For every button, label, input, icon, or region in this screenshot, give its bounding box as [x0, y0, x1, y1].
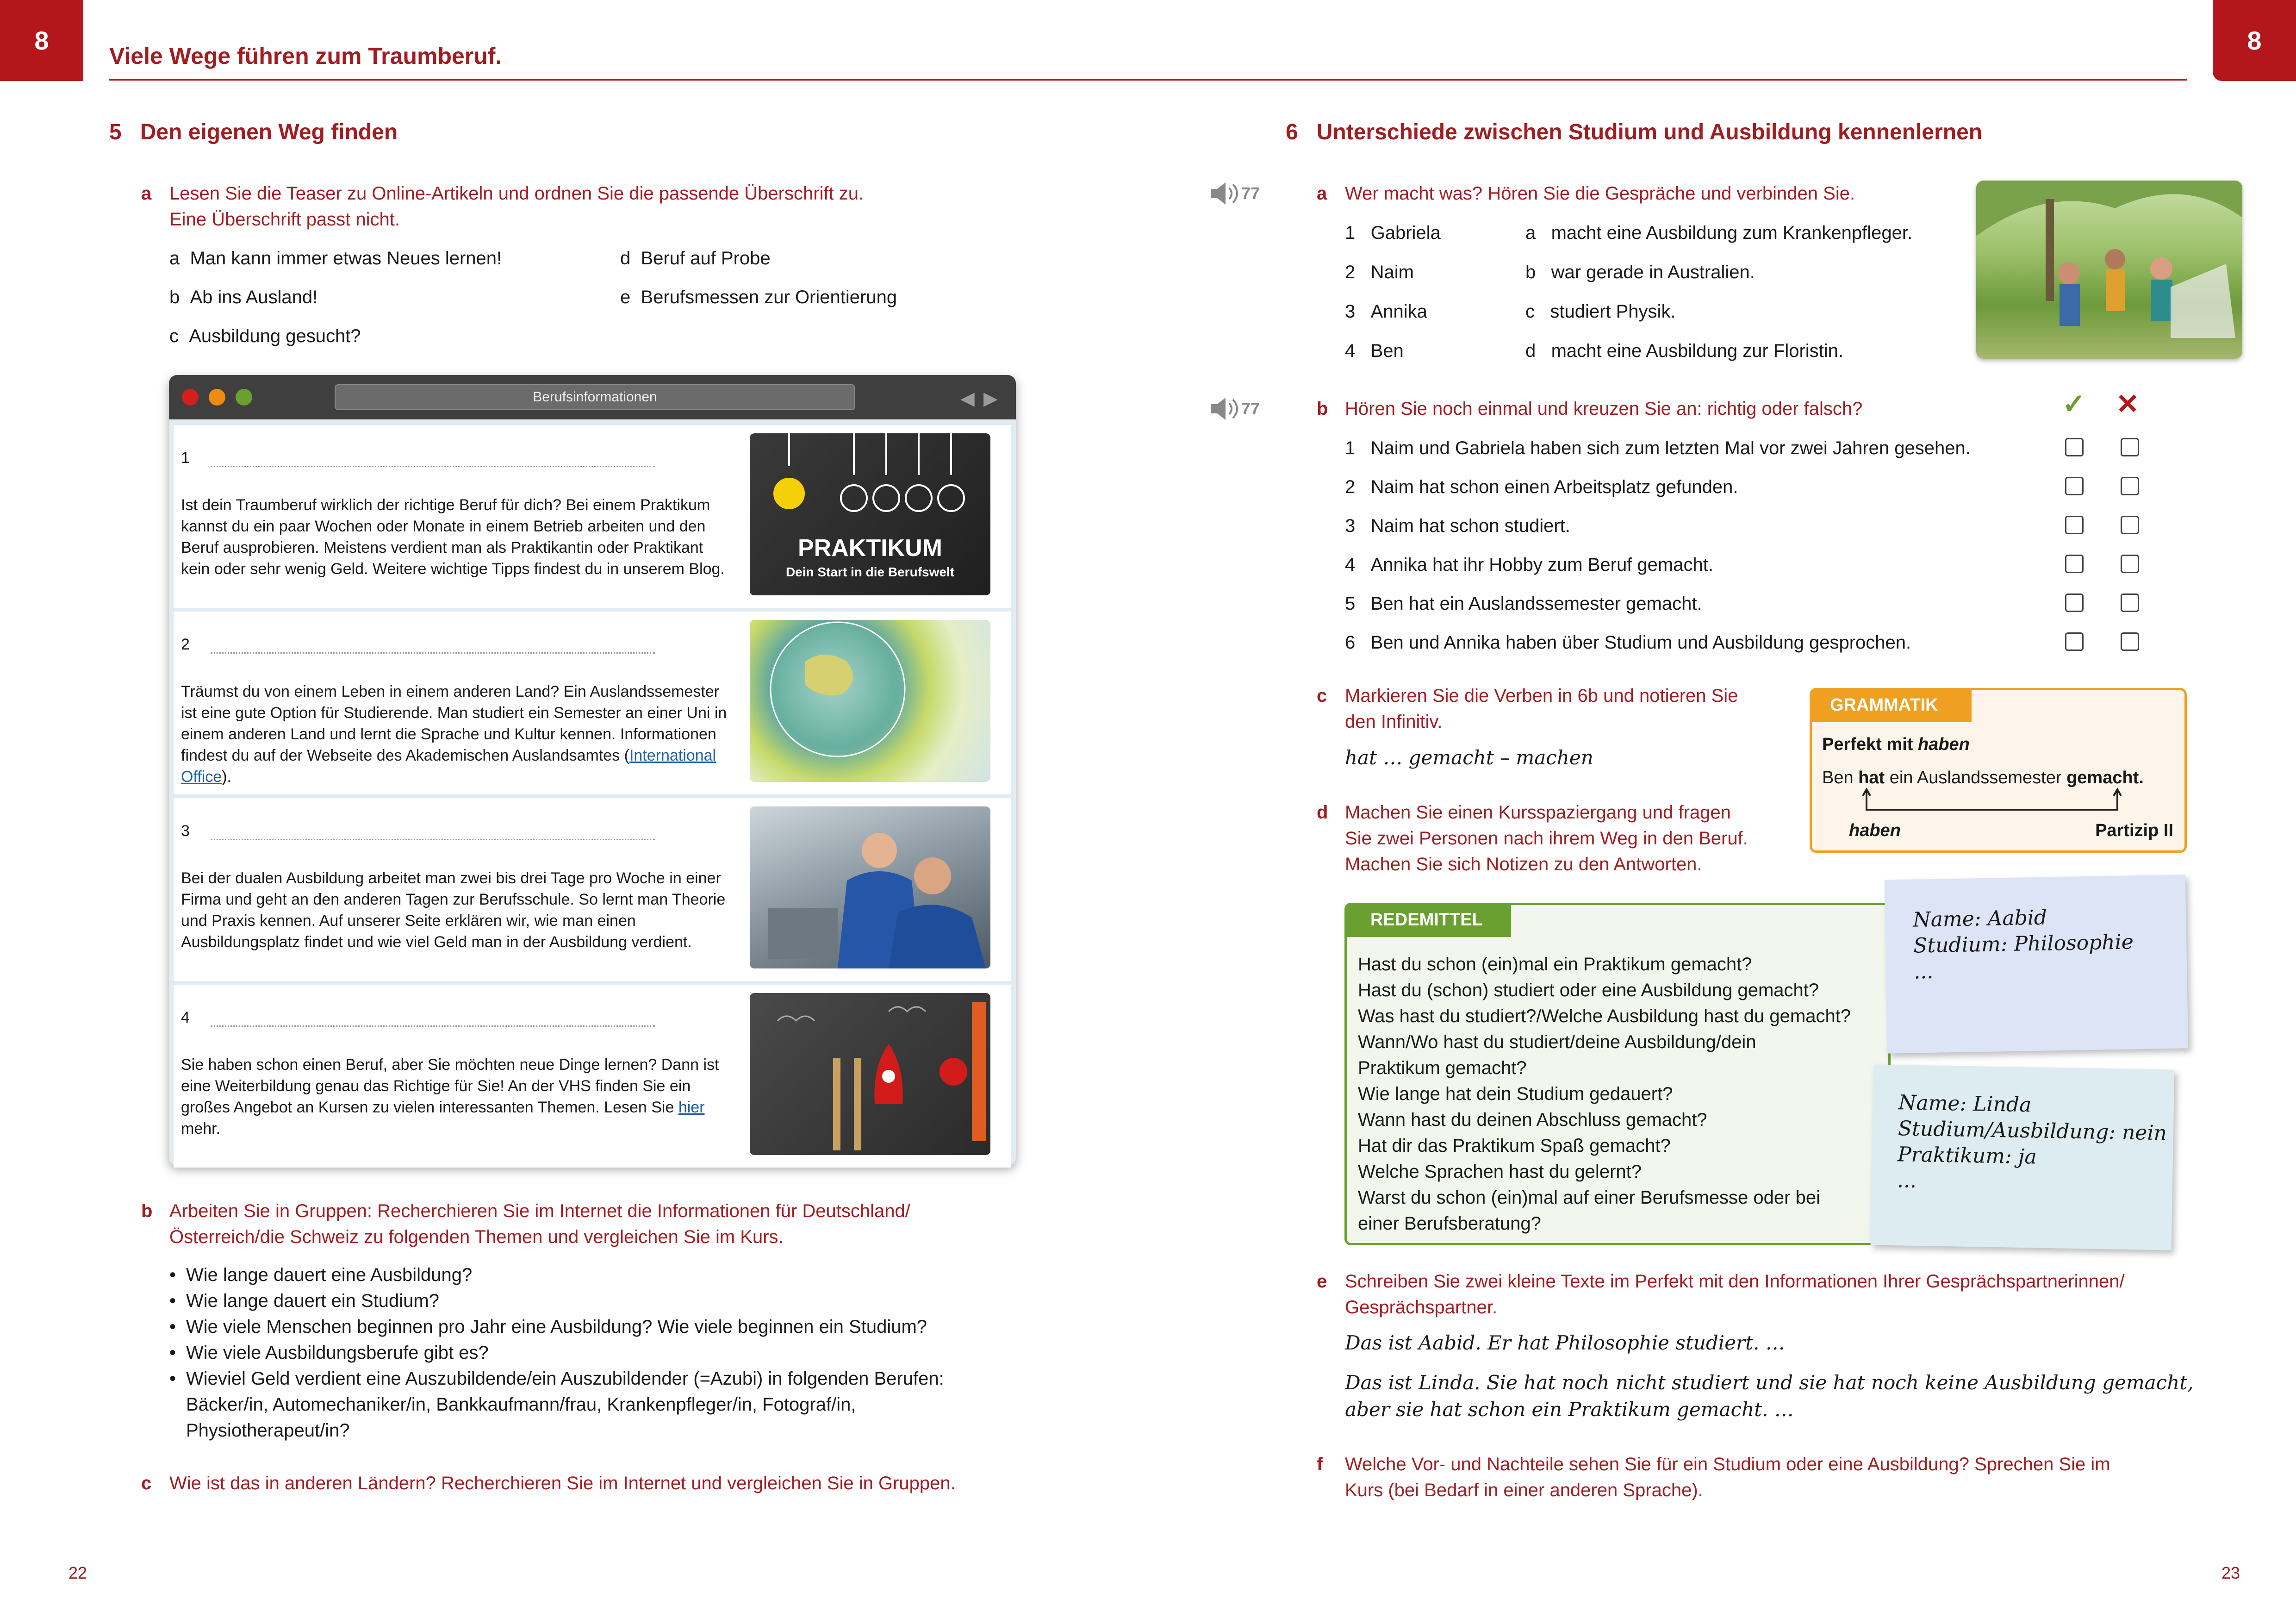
- true-checkbox[interactable]: [2065, 516, 2084, 534]
- card-number: 4: [181, 1009, 190, 1026]
- false-checkbox[interactable]: [2121, 477, 2139, 495]
- globe-icon: [750, 620, 990, 782]
- card-text: Sie haben schon einen Beruf, aber Sie möchten neue Dinge lernen? Dann ist eine Weiterbildung genau das Richtige für Sie! An der VHS finden Sie ein großes Angebot an Kursen zu vielen interessanten Themen. Lesen Sie hier mehr.: [181, 1056, 719, 1137]
- list-item: • Wie viele Menschen beginnen pro Jahr eine Ausbildung? Wie viele beginnen ein Studium?: [169, 1314, 1012, 1340]
- note-line: Name: Aabid: [1912, 906, 2047, 932]
- chapter-tab-left: [0, 0, 83, 81]
- activity-item: d macht eine Ausbildung zur Floristin.: [1525, 341, 1844, 361]
- header-rule: [109, 79, 2187, 81]
- person-item: 3 Annika: [1345, 301, 1427, 322]
- false-checkbox[interactable]: [2121, 555, 2139, 573]
- card-text: Träumst du von einem Leben in einem anderen Land? Ein Auslandssemester ist eine gute Option für Studierende. Man studiert ein Semester an einer Uni in einem anderen Land und lernt die Sprache und Kultur kennen. Informationen findest du auf der Webseite des Akademischen Auslandsamtes (International Office).: [181, 683, 727, 786]
- grammar-label-partizip: Partizip II: [2095, 821, 2173, 840]
- instruction-line: Gesprächspartner.: [1345, 1297, 1498, 1318]
- list-item: • Wie lange dauert ein Studium?: [169, 1288, 1012, 1314]
- rocket-image: [750, 993, 990, 1155]
- true-checkbox[interactable]: [2065, 555, 2084, 573]
- phrase-line: Hat dir das Praktikum Spaß gemacht?: [1358, 1136, 1671, 1156]
- task-letter: b: [1317, 399, 1328, 419]
- rocket-icon: [750, 993, 990, 1155]
- statement-row: 2 Naim hat schon einen Arbeitsplatz gefunden.: [1345, 477, 1738, 497]
- task-instruction: [1345, 683, 1738, 735]
- park-photo: [1976, 181, 2242, 359]
- section-number: 5: [109, 120, 122, 144]
- task-instruction: [1345, 1268, 2125, 1320]
- phrase-line: einer Berufsberatung?: [1358, 1213, 1541, 1234]
- task-letter: c: [1317, 686, 1327, 706]
- task-letter: c: [141, 1473, 152, 1493]
- true-checkbox[interactable]: [2065, 632, 2084, 651]
- instruction-line: Österreich/die Schweiz zu folgenden Themen und vergleichen Sie im Kurs.: [169, 1227, 784, 1247]
- task-instruction: Wie ist das in anderen Ländern? Recherchieren Sie im Internet und vergleichen Sie in Gruppen.: [169, 1473, 956, 1493]
- instruction-line: Eine Überschrift passt nicht.: [169, 209, 400, 230]
- address-bar[interactable]: Berufsinformationen: [335, 384, 855, 410]
- example-line: aber sie hat schon ein Praktikum gemacht. …: [1345, 1398, 1794, 1421]
- instruction-line: Markieren Sie die Verben in 6b und notieren Sie: [1345, 686, 1738, 706]
- grammar-bracket-icon: [1812, 787, 2184, 820]
- example-text-linda: [1345, 1369, 2193, 1423]
- instruction-line: Lesen Sie die Teaser zu Online-Artikeln und ordnen Sie die passende Überschrift zu.: [169, 183, 864, 204]
- heading-option: c Ausbildung gesucht?: [169, 326, 361, 346]
- task-instruction: [169, 1198, 910, 1250]
- false-checkbox[interactable]: [2121, 632, 2139, 651]
- instruction-line: Arbeiten Sie in Gruppen: Recherchieren Sie im Internet die Informationen für Deutschland/: [169, 1201, 910, 1221]
- task-letter: b: [141, 1201, 153, 1221]
- task-letter: d: [1317, 802, 1328, 823]
- audio-track-77[interactable]: [1209, 181, 1260, 206]
- instruction-line: Sie zwei Personen nach ihrem Weg in den Beruf.: [1345, 828, 1748, 849]
- close-dot-icon[interactable]: [182, 389, 199, 406]
- list-item: • Wie lange dauert eine Ausbildung?: [169, 1262, 1012, 1288]
- example-answer: hat … gemacht – machen: [1345, 746, 1593, 769]
- note-line: Studium: Philosophie: [1913, 930, 2134, 958]
- article-card-2: [174, 612, 1011, 794]
- section-heading: Unterschiede zwischen Studium und Ausbildung kennenlernen: [1316, 120, 1983, 144]
- statement-row: 1 Naim und Gabriela haben sich zum letzten Mal vor zwei Jahren gesehen.: [1345, 438, 1971, 458]
- forward-arrow-icon[interactable]: ▶: [983, 388, 998, 409]
- heading-option: b Ab ins Ausland!: [169, 287, 318, 307]
- heading-option: e Berufsmessen zur Orientierung: [620, 287, 897, 307]
- workshop-image: [750, 806, 990, 968]
- activity-item: a macht eine Ausbildung zum Krankenpfleger.: [1525, 223, 1913, 243]
- false-checkbox[interactable]: [2121, 593, 2139, 612]
- page-number: 22: [68, 1563, 87, 1582]
- hier-link[interactable]: hier: [678, 1099, 705, 1116]
- person-item: 1 Gabriela: [1345, 223, 1441, 243]
- maximize-dot-icon[interactable]: [236, 389, 252, 406]
- section-heading: Den eigenen Weg finden: [140, 120, 398, 144]
- activity-item: c studiert Physik.: [1525, 301, 1676, 322]
- friends-icon: [1976, 181, 2242, 359]
- true-checkbox[interactable]: [2065, 593, 2084, 612]
- example-text-aabid: Das ist Aabid. Er hat Philosophie studiert. …: [1345, 1331, 1785, 1354]
- statement-row: 6 Ben und Annika haben über Studium und Ausbildung gesprochen.: [1345, 632, 1911, 653]
- instruction-line: Kurs (bei Bedarf in einer anderen Sprache).: [1345, 1480, 1703, 1500]
- image-title: PRAKTIKUM: [798, 535, 942, 562]
- redemittel-label: REDEMITTEL: [1344, 903, 1511, 937]
- redemittel-box: [1344, 903, 1891, 1245]
- phrase-line: Wann hast du deinen Abschluss gemacht?: [1358, 1110, 1707, 1130]
- task-letter: a: [141, 183, 152, 204]
- redemittel-phrases: [1358, 951, 1851, 1237]
- phrase-line: Hast du (schon) studiert oder eine Ausbildung gemacht?: [1358, 980, 1819, 1000]
- back-arrow-icon[interactable]: ◀: [960, 388, 975, 409]
- instruction-line: den Infinitiv.: [1345, 712, 1443, 732]
- minimize-dot-icon[interactable]: [209, 389, 225, 406]
- heading-option: d Beruf auf Probe: [620, 248, 771, 269]
- section-5-title: [109, 119, 398, 145]
- research-topics-list: [169, 1262, 1012, 1443]
- note-linda: [1871, 1064, 2175, 1250]
- true-checkbox[interactable]: [2065, 477, 2084, 495]
- card-number: 2: [181, 636, 190, 653]
- section-number: 6: [1286, 120, 1298, 144]
- answer-line[interactable]: [211, 652, 655, 654]
- audio-track-77[interactable]: [1209, 396, 1260, 422]
- task-letter: f: [1317, 1454, 1323, 1474]
- phrase-line: Hast du schon (ein)mal ein Praktikum gemacht?: [1358, 954, 1752, 974]
- person-item: 4 Ben: [1345, 341, 1404, 361]
- note-line: Praktikum: ja: [1897, 1143, 2037, 1169]
- grammar-example: Ben hat ein Auslandssemester gemacht.: [1822, 768, 2144, 787]
- cross-icon: ✕: [2116, 388, 2140, 419]
- page-title: Viele Wege führen zum Traumberuf.: [109, 43, 502, 69]
- card-number: 3: [181, 822, 190, 840]
- audio-number: 77: [1241, 184, 1260, 203]
- phrase-line: Was hast du studiert?/Welche Ausbildung hast du gemacht?: [1358, 1006, 1851, 1026]
- note-line: ...: [1913, 959, 1934, 984]
- praktikum-image: [750, 433, 990, 595]
- phrase-line: Wann/Wo hast du studiert/deine Ausbildung/dein: [1358, 1032, 1756, 1052]
- false-checkbox[interactable]: [2121, 438, 2139, 456]
- answer-line[interactable]: [211, 1025, 655, 1027]
- phrase-line: Warst du schon (ein)mal auf einer Berufsmesse oder bei: [1358, 1187, 1820, 1208]
- grammar-label: GRAMMATIK: [1810, 688, 1972, 722]
- international-office-link[interactable]: International Office: [181, 747, 716, 786]
- task-instruction: [1345, 1451, 2110, 1503]
- check-icon: ✓: [2062, 388, 2086, 419]
- note-aabid: [1885, 874, 2188, 1053]
- statement-row: 4 Annika hat ihr Hobby zum Beruf gemacht.: [1345, 555, 1713, 575]
- instruction-line: Schreiben Sie zwei kleine Texte im Perfekt mit den Informationen Ihrer Gesprächspartnerinnen/: [1345, 1271, 2125, 1292]
- globe-image: [750, 620, 990, 782]
- phrase-line: Wie lange hat dein Studium gedauert?: [1358, 1084, 1673, 1104]
- list-item: • Wie viele Ausbildungsberufe gibt es?: [169, 1340, 1012, 1366]
- note-line: Name: Linda: [1898, 1091, 2032, 1117]
- example-line: Das ist Linda. Sie hat noch nicht studiert und sie hat noch keine Ausbildung gemacht,: [1345, 1371, 2194, 1394]
- article-card-3: [174, 798, 1011, 981]
- card-text: Ist dein Traumberuf wirklich der richtige Beruf für dich? Bei einem Praktikum kannst du ein paar Wochen oder Monate in einem Betrieb arbeiten und den Beruf ausprobieren. Meistens verdient man als Praktikantin oder Praktikant kein oder sehr wenig Geld. Weitere wichtige Tipps findest du in unserem Blog.: [181, 496, 725, 578]
- chapter-tab-right: [2213, 0, 2296, 81]
- section-6-title: [1286, 119, 1982, 145]
- task-instruction: Hören Sie noch einmal und kreuzen Sie an: richtig oder falsch?: [1345, 399, 1863, 419]
- list-item: • Wieviel Geld verdient eine Auszubildende/ein Auszubildender (=Azubi) in folgenden Berufen: Bäcker/in, Automechaniker/in, Bankkaufmann/frau, Krankenpfleger/in, Fotograf/in, Physiotherapeut/in?: [169, 1366, 1012, 1443]
- article-card-1: [174, 425, 1011, 608]
- instruction-line: Machen Sie sich Notizen zu den Antworten.: [1345, 854, 1702, 874]
- phrase-line: Welche Sprachen hast du gelernt?: [1358, 1162, 1642, 1182]
- article-card-4: [174, 985, 1011, 1168]
- speaker-icon: [1209, 181, 1241, 206]
- phrase-line: Praktikum gemacht?: [1358, 1058, 1527, 1078]
- note-line: ...: [1897, 1168, 1917, 1193]
- statement-row: 5 Ben hat ein Auslandssemester gemacht.: [1345, 593, 1702, 614]
- task-letter: e: [1317, 1271, 1327, 1292]
- instruction-line: Welche Vor- und Nachteile sehen Sie für ein Studium oder eine Ausbildung? Sprechen Sie im: [1345, 1454, 2110, 1474]
- true-checkbox[interactable]: [2065, 438, 2084, 456]
- heading-option: a Man kann immer etwas Neues lernen!: [169, 248, 502, 269]
- person-item: 2 Naim: [1345, 262, 1414, 282]
- answer-line[interactable]: [211, 466, 655, 467]
- grammar-title: Perfekt mit haben: [1822, 735, 1970, 754]
- task-instruction: [1345, 800, 1748, 877]
- audio-number: 77: [1241, 399, 1260, 418]
- grammar-label-haben: haben: [1849, 821, 1901, 840]
- task-instruction: Wer macht was? Hören Sie die Gespräche und verbinden Sie.: [1345, 183, 1855, 204]
- workers-icon: [750, 806, 990, 968]
- task-letter: a: [1317, 183, 1327, 204]
- card-number: 1: [181, 449, 190, 467]
- card-text: Bei der dualen Ausbildung arbeitet man zwei bis drei Tage pro Woche in einer Firma und geht an den anderen Tagen zur Berufsschule. So lernt man Theorie und Praxis kennen. Auf unserer Seite erklären wir, wie man einen Ausbildungsplatz findet und wie viel Geld man in der Ausbildung verdient.: [181, 869, 726, 951]
- task-instruction: [169, 181, 864, 232]
- image-subtitle: Dein Start in die Berufswelt: [785, 565, 955, 579]
- activity-item: b war gerade in Australien.: [1525, 262, 1755, 282]
- instruction-line: Machen Sie einen Kursspaziergang und fragen: [1345, 802, 1731, 823]
- chapter-number: 8: [2247, 26, 2262, 55]
- note-line: Studium/Ausbildung: nein: [1898, 1117, 2167, 1145]
- page-number: 23: [2221, 1563, 2240, 1582]
- speaker-icon: [1209, 396, 1241, 422]
- grammar-box: [1810, 688, 2187, 853]
- false-checkbox[interactable]: [2121, 516, 2139, 534]
- answer-line[interactable]: [211, 839, 655, 840]
- statement-row: 3 Naim hat schon studiert.: [1345, 516, 1570, 536]
- chapter-number: 8: [34, 26, 49, 55]
